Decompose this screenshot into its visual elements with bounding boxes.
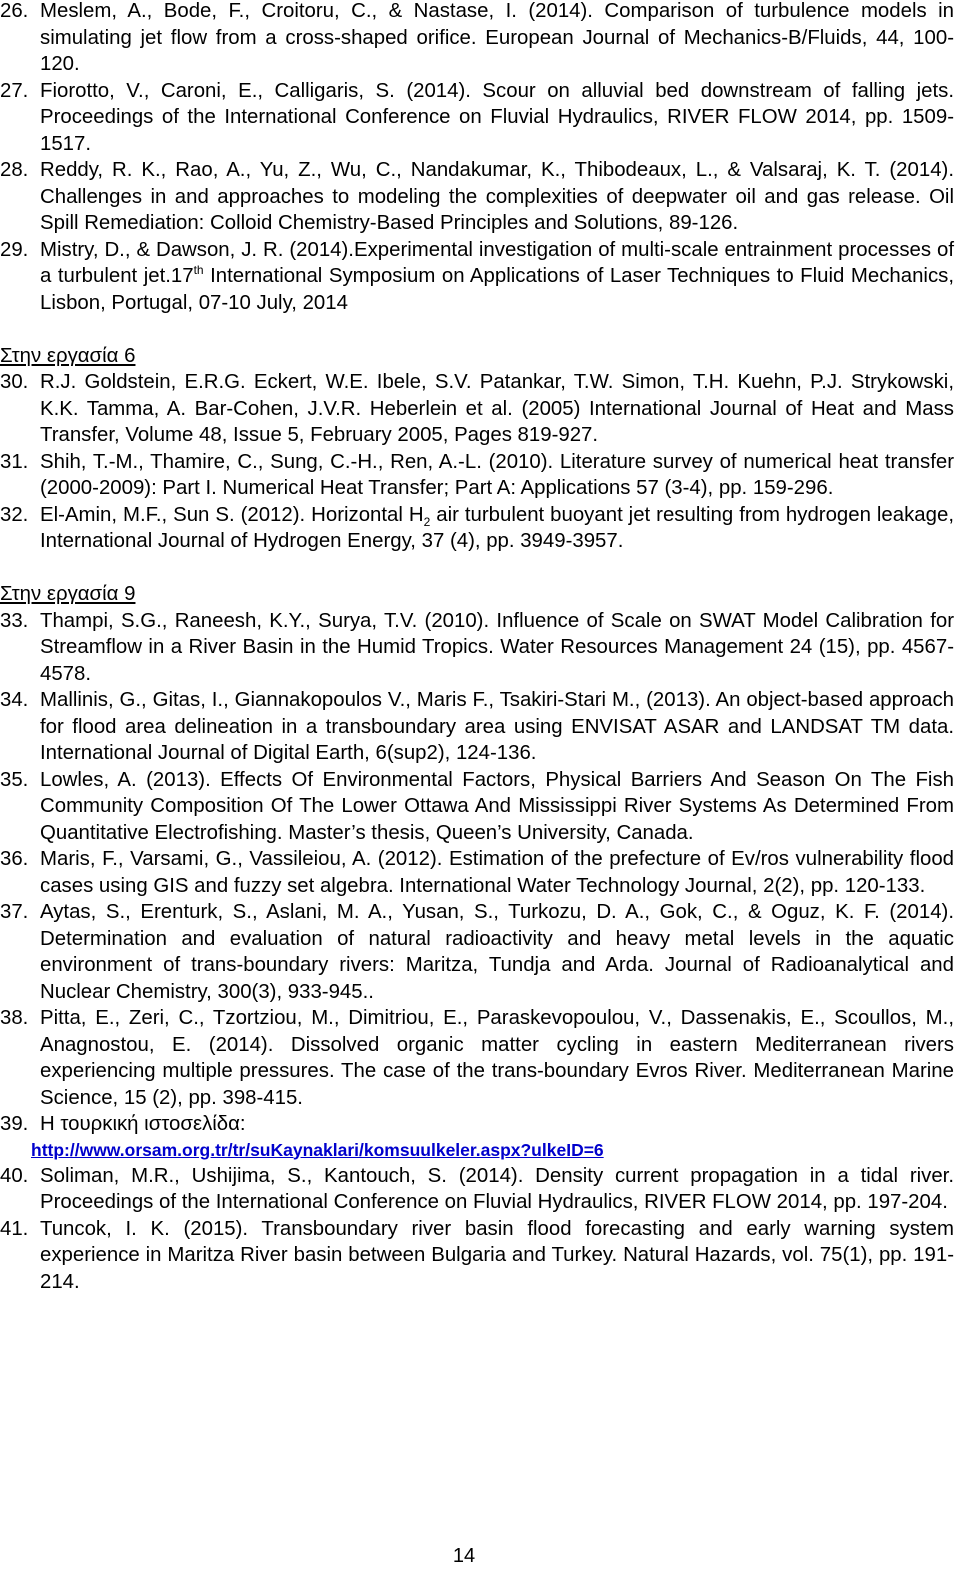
reference-text-part: air turbulent buoyant jet resulting from hydrogen leakage, International Journal of Hydrogen Energy, 37 (4), pp. 3949-3957.: [40, 503, 954, 552]
reference-number: 40.: [0, 1164, 29, 1187]
reference-number: 27.: [0, 79, 29, 102]
section-heading-9: Στην εργασία 9: [0, 583, 136, 605]
reference-item: [0, 608, 954, 688]
reference-number: 35.: [0, 768, 29, 791]
reference-item: [0, 899, 954, 1005]
reference-number: 38.: [0, 1007, 29, 1029]
reference-number: 37.: [0, 901, 29, 923]
reference-number: 36.: [0, 848, 29, 870]
reference-item: [0, 502, 954, 555]
web-reference-label: Η τουρκική ιστοσελίδα:: [40, 1113, 246, 1135]
reference-item: [0, 0, 954, 78]
reference-number: 28.: [0, 159, 29, 181]
reference-text: [40, 504, 954, 553]
reference-text-part: International Symposium on Applications of Laser Techniques to Fluid Mechanics, Lisbon, Portugal, 07-10 July, 2014: [40, 265, 955, 314]
reference-item: [0, 78, 954, 158]
reference-number: 26.: [0, 0, 29, 22]
reference-text: Shih, T.-M., Thamire, C., Sung, C.-H., Ren, A.-L. (2010). Literature survey of numerical heat transfer (2000-2009): Part I. Numerical Heat Transfer; Part A: Applications 57 (3-4), pp. 159-296.: [40, 450, 954, 499]
reference-text-part: El-Amin, M.F., Sun S. (2012). Horizontal H: [40, 503, 424, 526]
reference-text: R.J. Goldstein, E.R.G. Eckert, W.E. Ibele, S.V. Patankar, T.W. Simon, T.H. Kuehn, P.J. Strykowski, K.K. Tamma, A. Bar-Cohen, J.V.R. Heberlein et al. (2005) International Journal of Heat and Mass Transfer, Volume 48, Issue 5, February 2005, Pages 819-927.: [40, 371, 954, 446]
reference-text: Reddy, R. K., Rao, A., Yu, Z., Wu, C., Nandakumar, K., Thibodeaux, L., & Valsaraj, K. T. (2014). Challenges in and approaches to modeling the complexities of deepwater oil and gas release. Oil Spill Remediation: Colloid Chemistry-Based Principles and Solutions, 89-126.: [40, 159, 954, 234]
reference-item: [0, 449, 954, 502]
reference-text: Tuncok, I. K. (2015). Transboundary river basin flood forecasting and early warning system experience in Maritza River basin between Bulgaria and Turkey. Natural Hazards, vol. 75(1), pp. 191-214.: [40, 1217, 954, 1293]
reference-text: Soliman, M.R., Ushijima, S., Kantouch, S. (2014). Density current propagation in a tidal river. Proceedings of the International Conference on Fluvial Hydraulics, RIVER FLOW 2014, pp. 197-204.: [40, 1164, 954, 1213]
subscript: 2: [423, 514, 431, 529]
reference-number: 29.: [0, 238, 29, 261]
superscript: th: [193, 263, 204, 278]
page-number: 14: [452, 1545, 476, 1567]
reference-number: 32.: [0, 503, 29, 526]
reference-text-part: Mistry, D., & Dawson, J. R. (2014).Experimental investigation of multi-scale entrainment processes of a turbulent jet.17: [40, 238, 954, 287]
reference-item: [0, 1216, 954, 1296]
reference-text: [40, 239, 954, 314]
reference-number: 30.: [0, 371, 29, 393]
reference-item: [0, 157, 954, 237]
url-line: [0, 1138, 954, 1163]
reference-item: [0, 846, 954, 899]
reference-item: [0, 767, 954, 847]
reference-text: Fiorotto, V., Caroni, E., Calligaris, S. (2014). Scour on alluvial bed downstream of falling jets. Proceedings of the International Conference on Fluvial Hydraulics, RIVER FLOW 2014, pp. 1509-1517.: [40, 79, 954, 155]
reference-text: Mallinis, G., Gitas, I., Giannakopoulos V., Maris F., Tsakiri-Stari M., (2013). An object-based approach for flood area delineation in a transboundary area using ENVISAT ASAR and LANDSAT TM data. International Journal of Digital Earth, 6(sup2), 124-136.: [40, 689, 954, 764]
reference-number: 33.: [0, 609, 29, 632]
reference-text: Pitta, E., Zeri, C., Tzortziou, M., Dimitriou, E., Paraskevopoulou, V., Dassenakis, E., Scoullos, M., Anagnostou, E. (2014). Dissolved organic matter cycling in eastern Mediterranean rivers experiencing multiple pressures. The case of the trans-boundary Evros River. Mediterranean Marine Science, 15 (2), pp. 398-415.: [40, 1007, 954, 1109]
reference-item: [0, 237, 954, 317]
reference-item: [0, 1111, 954, 1138]
section-heading-6: Στην εργασία 6: [0, 344, 136, 367]
reference-text: Lowles, A. (2013). Effects Of Environmental Factors, Physical Barriers And Season On The Fish Community Composition Of The Lower Ottawa And Mississippi River Systems As Determined From Quantitative Electrofishing. Master’s thesis, Queen’s University, Canada.: [40, 768, 954, 844]
reference-number: 39.: [0, 1113, 29, 1135]
reference-number: 41.: [0, 1217, 29, 1240]
reference-item: [0, 369, 954, 449]
reference-text: Aytas, S., Erenturk, S., Aslani, M. A., Yusan, S., Turkozu, D. A., Gok, C., & Oguz, K. F. (2014). Determination and evaluation of natural radioactivity and heavy metal levels in the aquatic environment of trans-boundary rivers: Maritza, Tundja and Arda. Journal of Radioanalytical and Nuclear Chemistry, 300(3), 933-945..: [40, 901, 954, 1003]
reference-number: 34.: [0, 689, 29, 711]
reference-item: [0, 1005, 954, 1111]
reference-text: Maris, F., Varsami, G., Vassileiou, A. (2012). Estimation of the prefecture of Ev/ros vulnerability flood cases using GIS and fuzzy set algebra. International Water Technology Journal, 2(2), pp. 120-133.: [40, 848, 954, 897]
reference-item: [0, 687, 954, 767]
reference-number: 31.: [0, 450, 29, 473]
reference-text: Meslem, A., Bode, F., Croitoru, C., & Nastase, I. (2014). Comparison of turbulence models in simulating jet flow from a cross-shaped orifice. European Journal of Mechanics-B/Fluids, 44, 100-120.: [40, 0, 954, 75]
reference-item: [0, 1163, 954, 1216]
reference-text: Thampi, S.G., Raneesh, K.Y., Surya, T.V. (2010). Influence of Scale on SWAT Model Calibration for Streamflow in a River Basin in the Humid Tropics. Water Resources Management 24 (15), pp. 4567-4578.: [40, 609, 954, 685]
website-link[interactable]: http://www.orsam.org.tr/tr/suKaynaklari/komsuulkeler.aspx?ulkeID=6: [31, 1139, 604, 1160]
